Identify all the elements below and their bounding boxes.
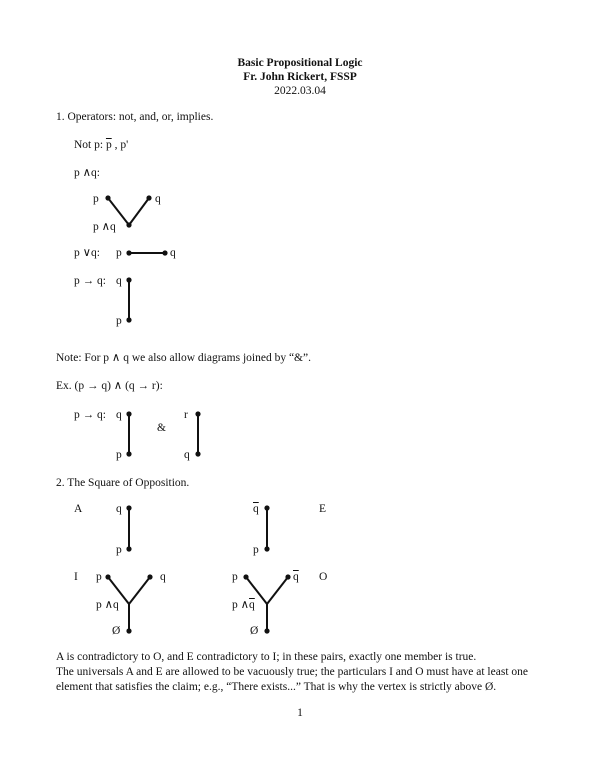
I-q-label: q [160, 571, 166, 583]
O-qbar-label: $\overline{q}$ [293, 571, 299, 583]
ex-r-label: r [184, 409, 188, 421]
I-node-empty [126, 628, 131, 633]
E-diagram [264, 505, 269, 551]
I-empty-label: Ø [112, 625, 121, 637]
O-diagram [243, 574, 290, 633]
implies-q-label: q [116, 275, 122, 287]
O-node-empty [264, 628, 269, 633]
body-line-1: A is contradictory to O, and E contradictory to I; in these pairs, exactly one member is true. [56, 651, 477, 663]
and-edge-left [108, 198, 129, 225]
implies-label: p → q: [74, 275, 106, 287]
O-node-p [243, 574, 248, 579]
or-p-label: p [116, 247, 122, 259]
section-2-heading: 2. The Square of Opposition. [56, 477, 190, 489]
I-diagram [105, 574, 152, 633]
not-prefix: Not p: [74, 139, 106, 151]
A-q-label: q [116, 503, 122, 515]
example-diagram-pq [126, 411, 131, 456]
ex-node-p1 [126, 451, 131, 456]
A-label: A [74, 503, 83, 515]
implies-node-q [126, 277, 131, 282]
implies-p-label: p [116, 315, 122, 327]
and-q-label: q [155, 193, 161, 205]
I-label: I [74, 571, 78, 583]
O-node-qbar [285, 574, 290, 579]
or-node-p [126, 250, 131, 255]
I-node-q [147, 574, 152, 579]
and-edge-right [129, 198, 149, 225]
ex-p1-label: p [116, 449, 122, 461]
I-node-p [105, 574, 110, 579]
A-node-q [126, 505, 131, 510]
ex-q1-label: q [116, 409, 122, 421]
ex-node-r [195, 411, 200, 416]
A-p-label: p [116, 544, 122, 556]
I-edge-left [108, 577, 129, 604]
or-diagram [126, 250, 167, 255]
and-diagram [105, 195, 151, 227]
ex-implies-label: p → q: [74, 409, 106, 421]
doc-date: 2022.03.04 [274, 85, 326, 97]
O-edge-left [246, 577, 267, 604]
I-vertex-label: p ∧q [96, 599, 119, 611]
O-edge-right [267, 577, 288, 604]
section-1-heading: 1. Operators: not, and, or, implies. [56, 111, 214, 123]
body-line-2: The universals A and E are allowed to be vacuously true; the particulars I and O must have at least one [56, 666, 528, 678]
and-node-q [146, 195, 151, 200]
and-p-label: p [93, 193, 99, 205]
O-empty-label: Ø [250, 625, 259, 637]
E-node-p [264, 546, 269, 551]
ex-node-q1 [126, 411, 131, 416]
and-vertex-label: p ∧q [93, 221, 116, 233]
not-p-bar: $\overline{p}$ [105, 139, 112, 151]
E-label: E [319, 503, 327, 515]
implies-node-p [126, 317, 131, 322]
O-label: O [319, 571, 328, 583]
E-node-qbar [264, 505, 269, 510]
A-node-p [126, 546, 131, 551]
and-node-p [105, 195, 110, 200]
example-label: Ex. (p → q) ∧ (q → r): [56, 380, 163, 392]
or-q-label: q [170, 247, 176, 259]
not-p-prime: p' [120, 139, 129, 151]
O-vertex-qbar: $\overline{q}$ [249, 599, 255, 611]
A-diagram [126, 505, 131, 551]
or-node-q [162, 250, 167, 255]
example-diagram-qr [195, 411, 200, 456]
and-node-vertex [126, 222, 131, 227]
doc-title: Basic Propositional Logic [237, 57, 363, 69]
ex-q2-label: q [184, 449, 190, 461]
not-sep: , [111, 139, 121, 151]
E-p-label: p [253, 544, 259, 556]
or-label: p ∨q: [74, 247, 100, 259]
page-number: 1 [297, 707, 303, 719]
E-qbar-label: $\overline{q}$ [253, 503, 259, 515]
note-text: Note: For p ∧ q we also allow diagrams joined by “&”. [56, 352, 311, 364]
ex-node-q2 [195, 451, 200, 456]
I-edge-right [129, 577, 150, 604]
O-vertex-prefix: p ∧ [232, 599, 250, 611]
doc-author: Fr. John Rickert, FSSP [243, 71, 357, 83]
implies-diagram [126, 277, 131, 322]
O-p-label: p [232, 571, 238, 583]
body-line-3: element that satisfies the claim; e.g., “There exists...” That is why the vertex is strictly above Ø. [56, 681, 497, 693]
and-label: p ∧q: [74, 167, 100, 179]
I-p-label: p [96, 571, 102, 583]
ex-ampersand: & [157, 422, 166, 434]
